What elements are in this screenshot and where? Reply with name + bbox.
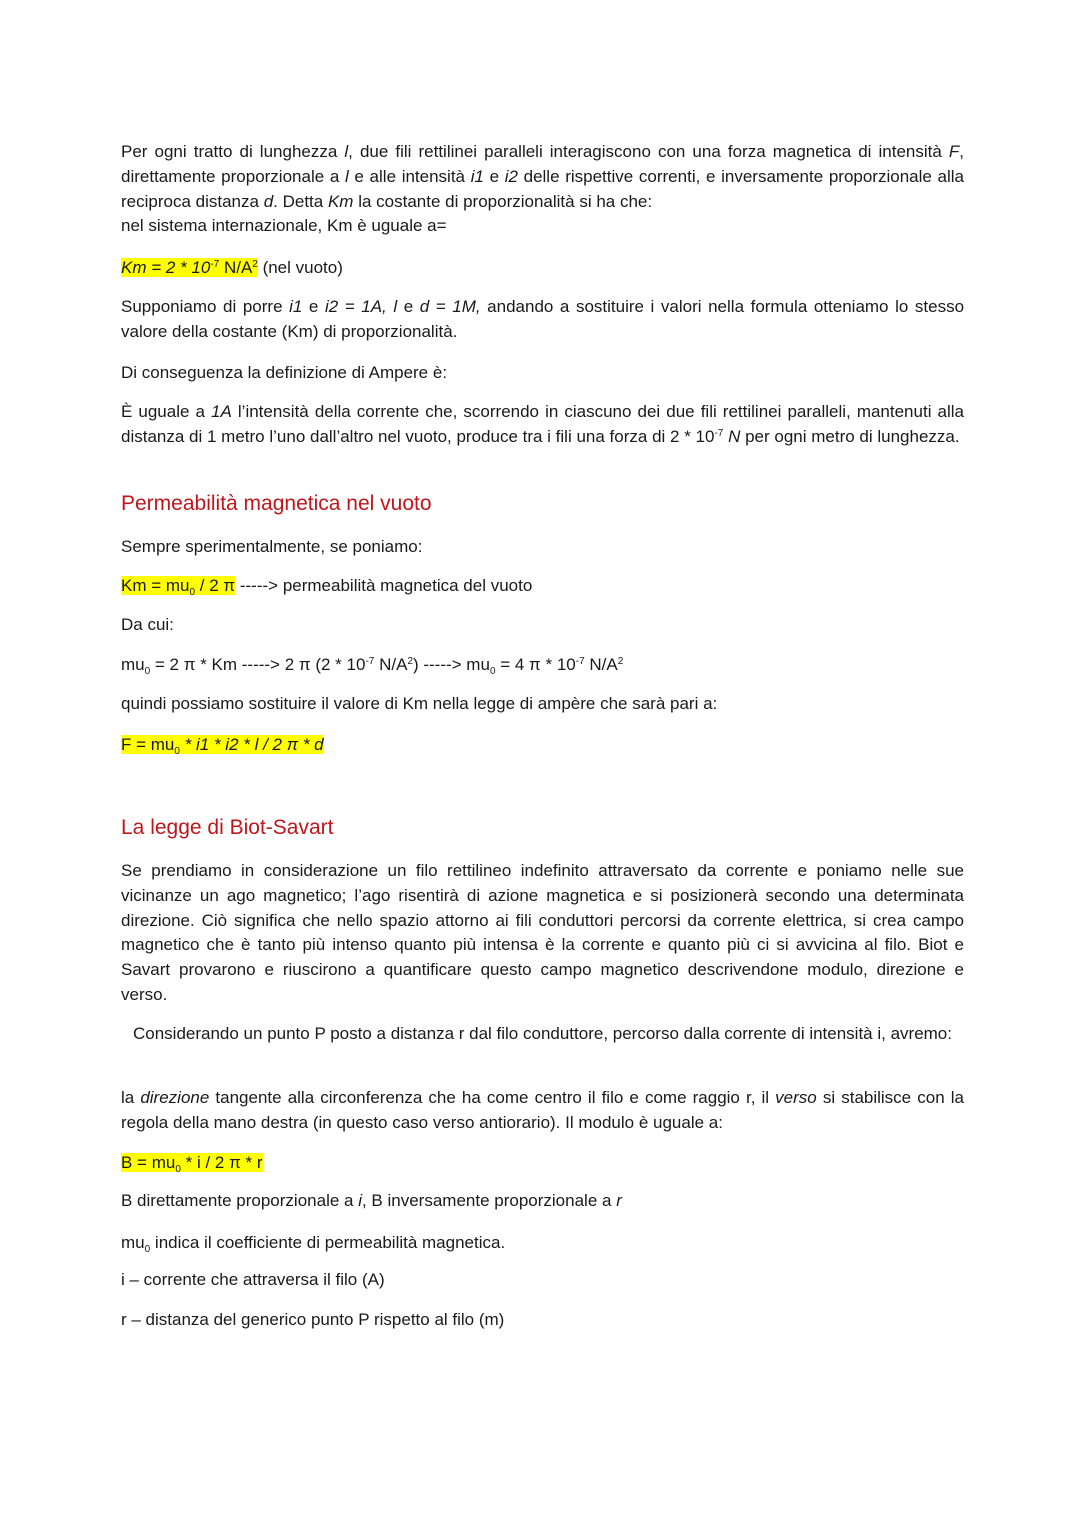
distance-definition: r – distanza del generico punto P rispetto al filo (m) (121, 1310, 505, 1329)
da-cui-text: Da cui: (121, 615, 174, 634)
km-formula: $Km = 2 * 10^{-7}$ $N/A^2$ (nel vuoto) (121, 258, 343, 277)
intro-km-sentence: nel sistema internazionale, Km è uguale a= (121, 216, 447, 235)
biot-savart-paragraph: Se prendiamo in considerazione un filo rettilineo indefinito attraversato da corrente e poniamo nelle sue vicinanze un ago magnetico; l’ago risentirà di azione magnetica e si posizionerà secondo una determinata direzione. Ciò significa che nello spazio attorno ai fili conduttori percorsi da corrente elettrica, si crea campo magnetico che è tanto più intenso quanto più intensa è la corrente e quanto più ci si avvicina al filo. Biot e Savart provarono e riuscirono a quantificare questo campo magnetico descrivendone modulo, direzione e verso. (121, 861, 964, 1004)
substitution-paragraph: Supponiamo di porre i1 e i2 = 1A, l e d = 1M, andando a sostituire i valori nella formula otteniamo lo stesso valore della costante (Km) di proporzionalità. (121, 297, 965, 341)
ampere-definition-intro: Di conseguenza la definizione di Ampere è: (121, 363, 448, 382)
current-definition: i – corrente che attraversa il filo (A) (121, 1270, 385, 1289)
permeability-formula: $Km = mu_0 / 2$ π -----> permeabilità magnetica del vuoto (121, 576, 533, 598)
mu0-description: $mu_0$ indica il coefficiente di permeabilità magnetica. (121, 1233, 506, 1255)
permeability-intro: Sempre sperimentalmente, se poniamo: (121, 537, 423, 556)
mu0-derivation: $mu_0 = 2$ π * Km -----> 2 π ($2 * 10^{-7}$ $N/A^2$) -----> $mu_0 = 4$ π * $10^{-7}$ $N/A^2$ (121, 655, 624, 677)
point-p-paragraph: Considerando un punto P posto a distanza r dal filo conduttore, percorso dalla corrente di intensità i, avremo: (132, 1024, 952, 1043)
biot-savart-formula: $B = mu_0 * i / 2$ π * r (121, 1153, 263, 1175)
intro-paragraph: Per ogni tratto di lunghezza l, due fili rettilinei paralleli interagiscono con una forza magnetica di intensità F, direttamente proporzionale a l e alle intensità i1 e i2 delle rispettive correnti, e inversamente proporzionale alla reciproca distanza d. Detta Km la costante di proporzionalità si ha che: (121, 142, 965, 211)
ampere-law-intro: quindi possiamo sostituire il valore di Km nella legge di ampère che sarà pari a: (121, 694, 718, 713)
ampere-definition: È uguale a 1A l’intensità della corrente che, scorrendo in ciascuno dei due fili rettilinei paralleli, mantenuti alla distanza di 1 metro l’uno dall’altro nel vuoto, produce tra i fili una forza di $2 * 10^{-7}$ N per ogni metro di lunghezza. (121, 402, 964, 446)
proportionality-line: B direttamente proporzionale a i, B inversamente proporzionale a r (121, 1191, 622, 1210)
direction-paragraph: la direzione tangente alla circonferenza che ha come centro il filo e come raggio r, il verso si stabilisce con la regola della mano destra (in questo caso verso antiorario). Il modulo è uguale a: (121, 1088, 964, 1132)
ampere-law-formula: $F = mu_0 * i1 * i2 * l / 2$ π * d (121, 735, 324, 757)
section-heading-permeability: Permeabilità magnetica nel vuoto (121, 492, 432, 515)
section-heading-biot-savart: La legge di Biot-Savart (121, 816, 334, 839)
